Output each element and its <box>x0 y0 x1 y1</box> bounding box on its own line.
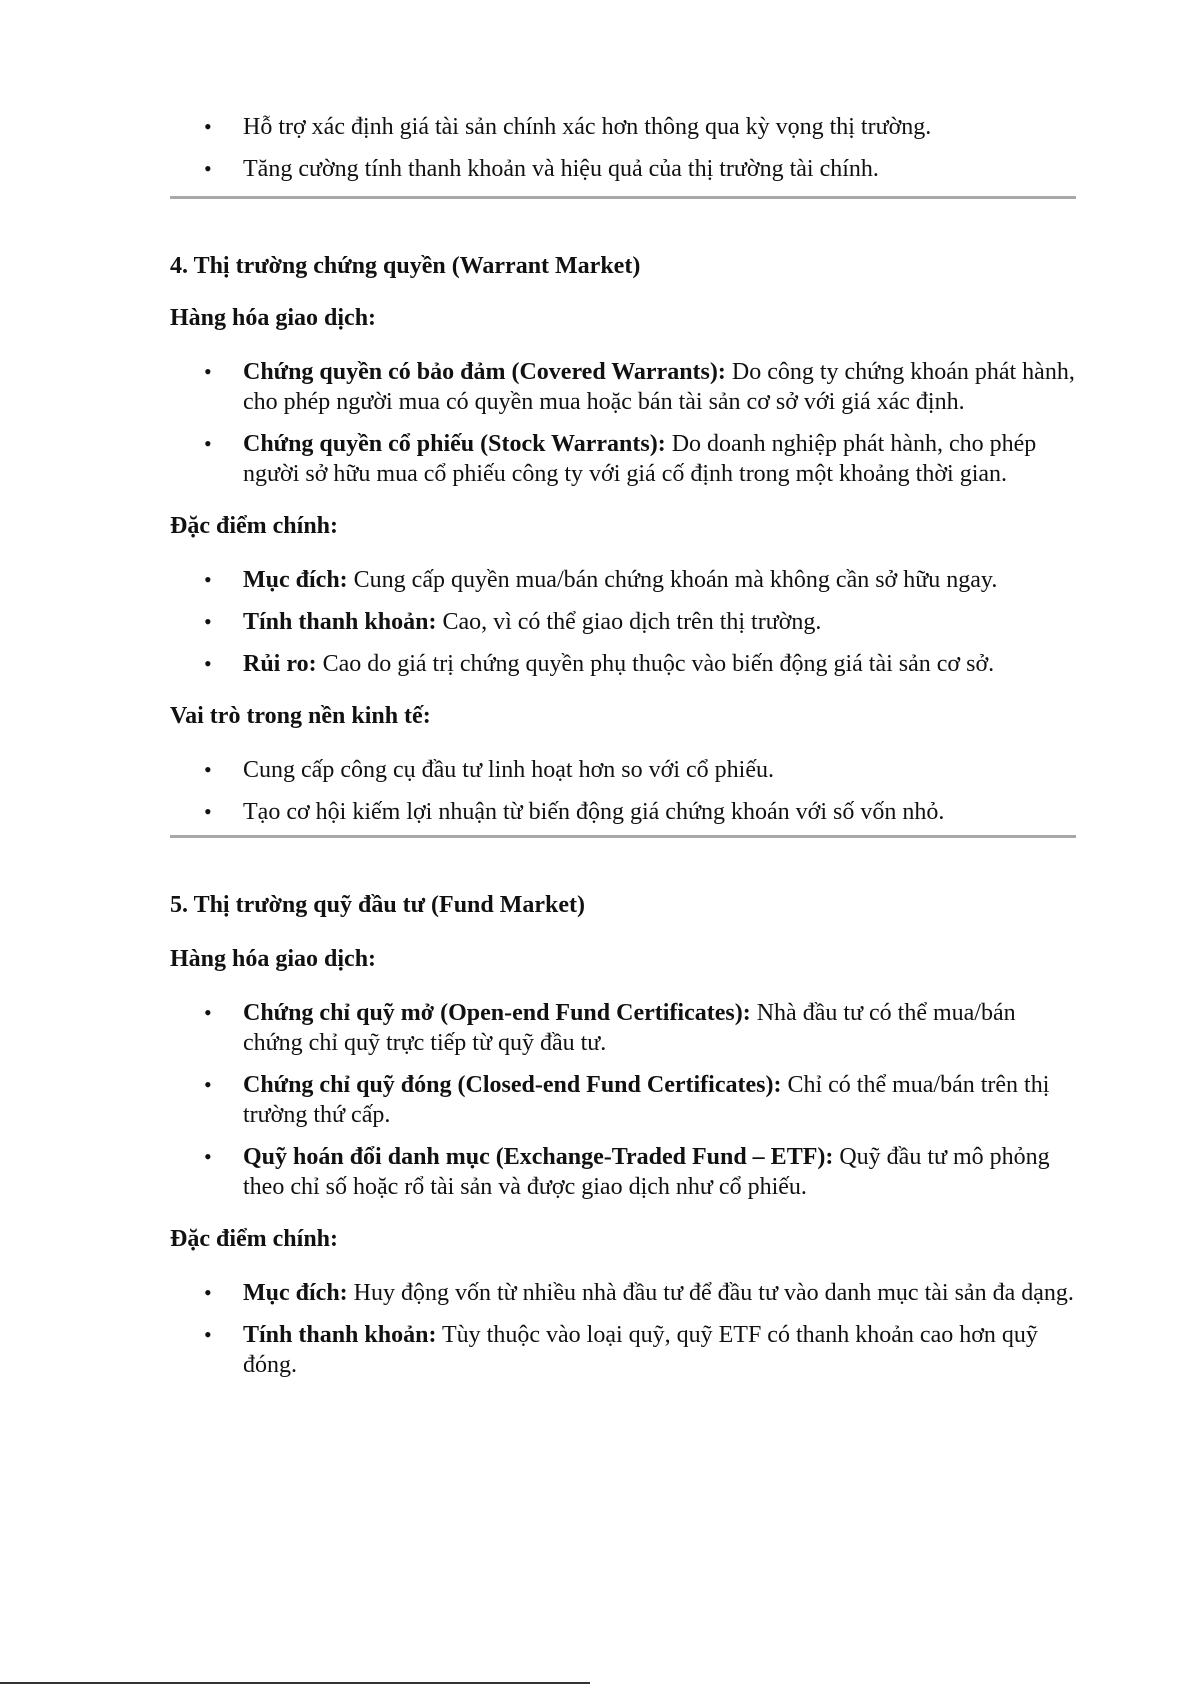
list-item <box>170 1142 1076 1202</box>
section-5-goods-heading: Hàng hóa giao dịch: <box>170 946 377 972</box>
term-description: Cao do giá trị chứng quyền phụ thuộc vào biến động giá tài sản cơ sở. <box>316 651 995 677</box>
section-4-features-list <box>170 565 1076 679</box>
term-label: Mục đích: <box>243 1280 348 1306</box>
section-divider <box>170 196 1076 199</box>
term-label: Tính thanh khoản: <box>243 609 437 635</box>
term-description: Quỹ đầu tư mô phỏng theo chỉ số hoặc rổ tài sản và được giao dịch như cổ phiếu. <box>243 1144 1050 1200</box>
section-4-role-list <box>170 755 1076 827</box>
term-description: Tùy thuộc vào loại quỹ, quỹ ETF có thanh khoản cao hơn quỹ đóng. <box>243 1322 1038 1378</box>
list-item: • Hỗ trợ xác định giá tài sản chính xác hơn thông qua kỳ vọng thị trường. <box>170 112 1076 142</box>
term-label: Chứng chỉ quỹ mở (Open-end Fund Certificates): <box>243 1000 751 1026</box>
term-description: Do công ty chứng khoán phát hành, cho phép người mua có quyền mua hoặc bán tài sản cơ sở với giá xác định. <box>243 359 1075 415</box>
section-5-features-heading: Đặc điểm chính: <box>170 1226 338 1252</box>
section-4-title: 4. Thị trường chứng quyền (Warrant Market) <box>170 253 641 279</box>
intro-bullet-list <box>170 112 1076 184</box>
list-item <box>170 565 1076 595</box>
section-4-goods-list <box>170 357 1076 489</box>
section-5-title: 5. Thị trường quỹ đầu tư (Fund Market) <box>170 892 586 918</box>
list-item <box>170 1278 1076 1308</box>
term-label: Mục đích: <box>243 567 348 593</box>
document-content <box>170 112 1076 1380</box>
list-item: • Tăng cường tính thanh khoản và hiệu quả của thị trường tài chính. <box>170 154 1076 184</box>
section-4-features-heading: Đặc điểm chính: <box>170 513 338 539</box>
section-divider <box>170 835 1076 838</box>
list-item <box>170 649 1076 679</box>
term-description: Cung cấp quyền mua/bán chứng khoán mà không cần sở hữu ngay. <box>347 567 998 593</box>
term-description: Cao, vì có thể giao dịch trên thị trường. <box>436 609 822 635</box>
list-item <box>170 1070 1076 1130</box>
section-5-features-list <box>170 1278 1076 1380</box>
term-description: Chỉ có thể mua/bán trên thị trường thứ cấp. <box>243 1072 1050 1128</box>
list-item: • Tạo cơ hội kiếm lợi nhuận từ biến động giá chứng khoán với số vốn nhỏ. <box>170 797 1076 827</box>
list-item <box>170 429 1076 489</box>
list-item <box>170 607 1076 637</box>
term-label: Chứng quyền cổ phiếu (Stock Warrants): <box>243 431 666 457</box>
term-label: Tính thanh khoản: <box>243 1322 437 1348</box>
page-bottom-rule <box>0 1682 590 1684</box>
term-description: Huy động vốn từ nhiều nhà đầu tư để đầu tư vào danh mục tài sản đa dạng. <box>347 1280 1074 1306</box>
list-item <box>170 998 1076 1058</box>
section-4-goods-heading: Hàng hóa giao dịch: <box>170 305 377 331</box>
term-label: Rủi ro: <box>243 651 317 677</box>
section-5-goods-list <box>170 998 1076 1202</box>
term-description: Nhà đầu tư có thể mua/bán chứng chỉ quỹ trực tiếp từ quỹ đầu tư. <box>243 1000 1016 1056</box>
term-label: Chứng quyền có bảo đảm (Covered Warrants): <box>243 359 726 385</box>
list-item: • Cung cấp công cụ đầu tư linh hoạt hơn so với cổ phiếu. <box>170 755 1076 785</box>
term-label: Chứng chỉ quỹ đóng (Closed-end Fund Certificates): <box>243 1072 782 1098</box>
list-item <box>170 357 1076 417</box>
term-label: Quỹ hoán đổi danh mục (Exchange-Traded Fund – ETF): <box>243 1144 834 1170</box>
term-description: Do doanh nghiệp phát hành, cho phép người sở hữu mua cổ phiếu công ty với giá cố định trong một khoảng thời gian. <box>243 431 1037 487</box>
section-4-role-heading: Vai trò trong nền kinh tế: <box>170 703 431 729</box>
list-item <box>170 1320 1076 1380</box>
